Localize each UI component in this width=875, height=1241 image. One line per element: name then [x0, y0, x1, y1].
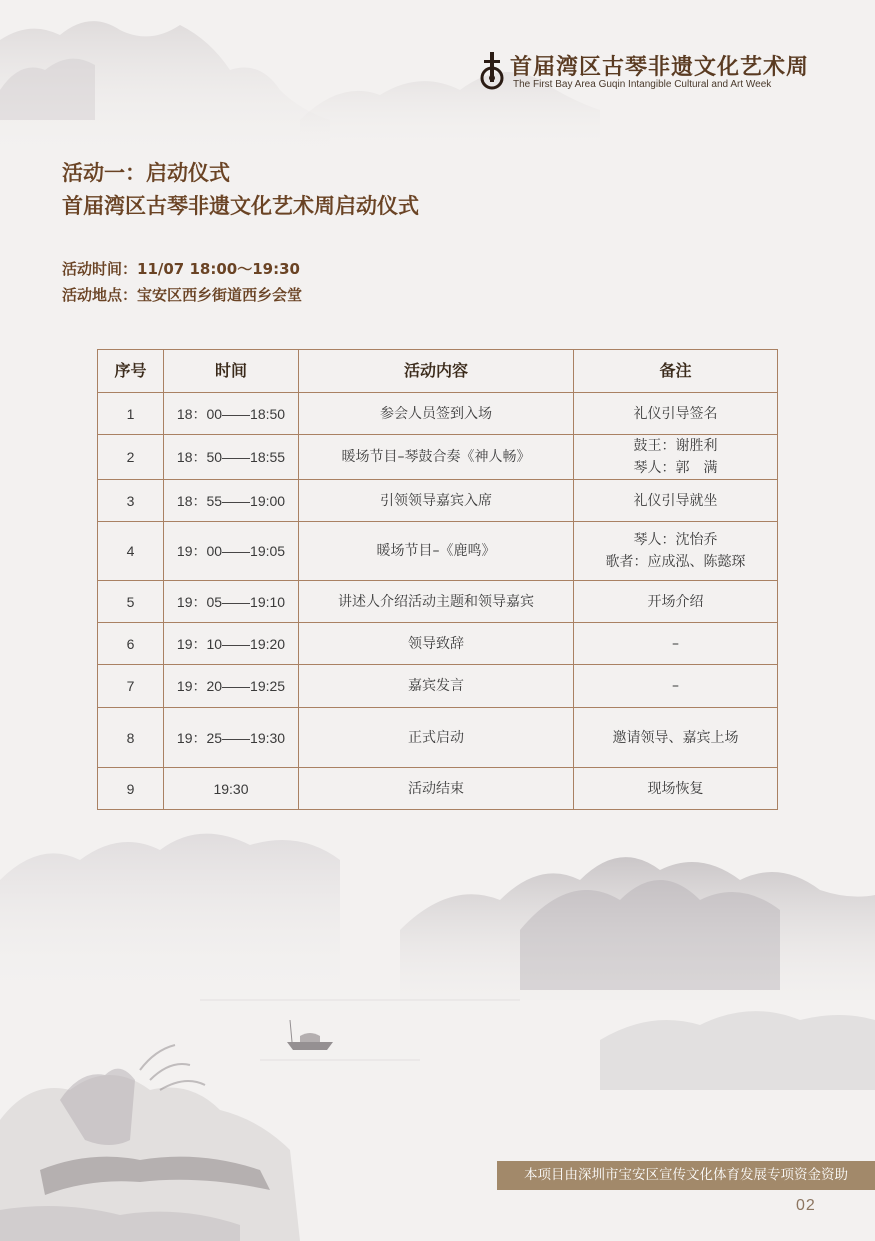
- header-time: 时间: [164, 350, 299, 393]
- note-line: 琴人：沈怡乔: [633, 532, 718, 548]
- table-row: [98, 708, 778, 768]
- row-time: 19:30: [164, 768, 299, 810]
- table-row: [98, 435, 778, 480]
- row-content: 领导致辞: [299, 623, 574, 665]
- row-time: 18：55——19:00: [164, 480, 299, 522]
- header-note: 备注: [574, 350, 778, 393]
- header-number: 序号: [98, 350, 164, 393]
- row-note: –: [574, 665, 778, 708]
- activity-time: [62, 256, 302, 282]
- row-number: 5: [98, 581, 164, 623]
- table-row: [98, 393, 778, 435]
- table-row: [98, 581, 778, 623]
- row-content: 暖场节目–《鹿鸣》: [299, 522, 574, 581]
- row-note: [574, 522, 778, 581]
- activity-info: [62, 256, 302, 308]
- row-note: 礼仪引导就坐: [574, 480, 778, 522]
- row-content: 活动结束: [299, 768, 574, 810]
- row-number: 4: [98, 522, 164, 581]
- row-time: 18：50——18:55: [164, 435, 299, 480]
- note-line: 鼓王：谢胜利: [633, 438, 718, 454]
- table-header-row: [98, 350, 778, 393]
- row-content: 参会人员签到入场: [299, 393, 574, 435]
- activity-title-line2: 首届湾区古琴非遗文化艺术周启动仪式: [62, 194, 419, 218]
- row-note: [574, 435, 778, 480]
- page-number: 02: [796, 1197, 816, 1214]
- row-content: 嘉宾发言: [299, 665, 574, 708]
- table-row: [98, 623, 778, 665]
- row-time: 18：00——18:50: [164, 393, 299, 435]
- logo-english-title: The First Bay Area Guqin Intangible Cultural and Art Week: [513, 79, 772, 90]
- row-note: 现场恢复: [574, 768, 778, 810]
- table-row: [98, 522, 778, 581]
- note-line: 歌者：应成泓、陈懿琛: [605, 554, 746, 570]
- table-row: [98, 665, 778, 708]
- table-row: [98, 768, 778, 810]
- row-time: 19：05——19:10: [164, 581, 299, 623]
- row-time: 19：25——19:30: [164, 708, 299, 768]
- schedule-table: [97, 349, 778, 810]
- row-number: 1: [98, 393, 164, 435]
- row-number: 3: [98, 480, 164, 522]
- guqin-logo-icon: [478, 48, 510, 92]
- activity-title: [62, 157, 419, 223]
- row-number: 6: [98, 623, 164, 665]
- row-content: 正式启动: [299, 708, 574, 768]
- row-number: 2: [98, 435, 164, 480]
- activity-place-label: 活动地点：: [62, 286, 138, 304]
- row-number: 9: [98, 768, 164, 810]
- sponsor-footer-bar: 本项目由深圳市宝安区宣传文化体育发展专项资金资助: [497, 1161, 875, 1190]
- activity-place-value: 宝安区西乡街道西乡会堂: [137, 286, 303, 304]
- event-logo: [478, 48, 818, 98]
- activity-title-line1: 活动一：启动仪式: [62, 161, 230, 185]
- header-content: 活动内容: [299, 350, 574, 393]
- row-number: 7: [98, 665, 164, 708]
- row-content: 引领领导嘉宾入席: [299, 480, 574, 522]
- activity-place: [62, 282, 302, 308]
- activity-time-label: 活动时间：: [62, 260, 138, 278]
- row-content: 讲述人介绍活动主题和领导嘉宾: [299, 581, 574, 623]
- row-time: 19：00——19:05: [164, 522, 299, 581]
- table-row: [98, 480, 778, 522]
- row-time: 19：20——19:25: [164, 665, 299, 708]
- row-note: 邀请领导、嘉宾上场: [574, 708, 778, 768]
- row-number: 8: [98, 708, 164, 768]
- note-line: 琴人：郭 满: [633, 460, 718, 476]
- row-content: 暖场节目–琴鼓合奏《神人畅》: [299, 435, 574, 480]
- row-note: 礼仪引导签名: [574, 393, 778, 435]
- row-note: –: [574, 623, 778, 665]
- activity-time-value: 11/07 18:00～19:30: [137, 260, 300, 278]
- row-time: 19：10——19:20: [164, 623, 299, 665]
- logo-chinese-title: 首届湾区古琴非遗文化艺术周: [510, 54, 810, 80]
- row-note: 开场介绍: [574, 581, 778, 623]
